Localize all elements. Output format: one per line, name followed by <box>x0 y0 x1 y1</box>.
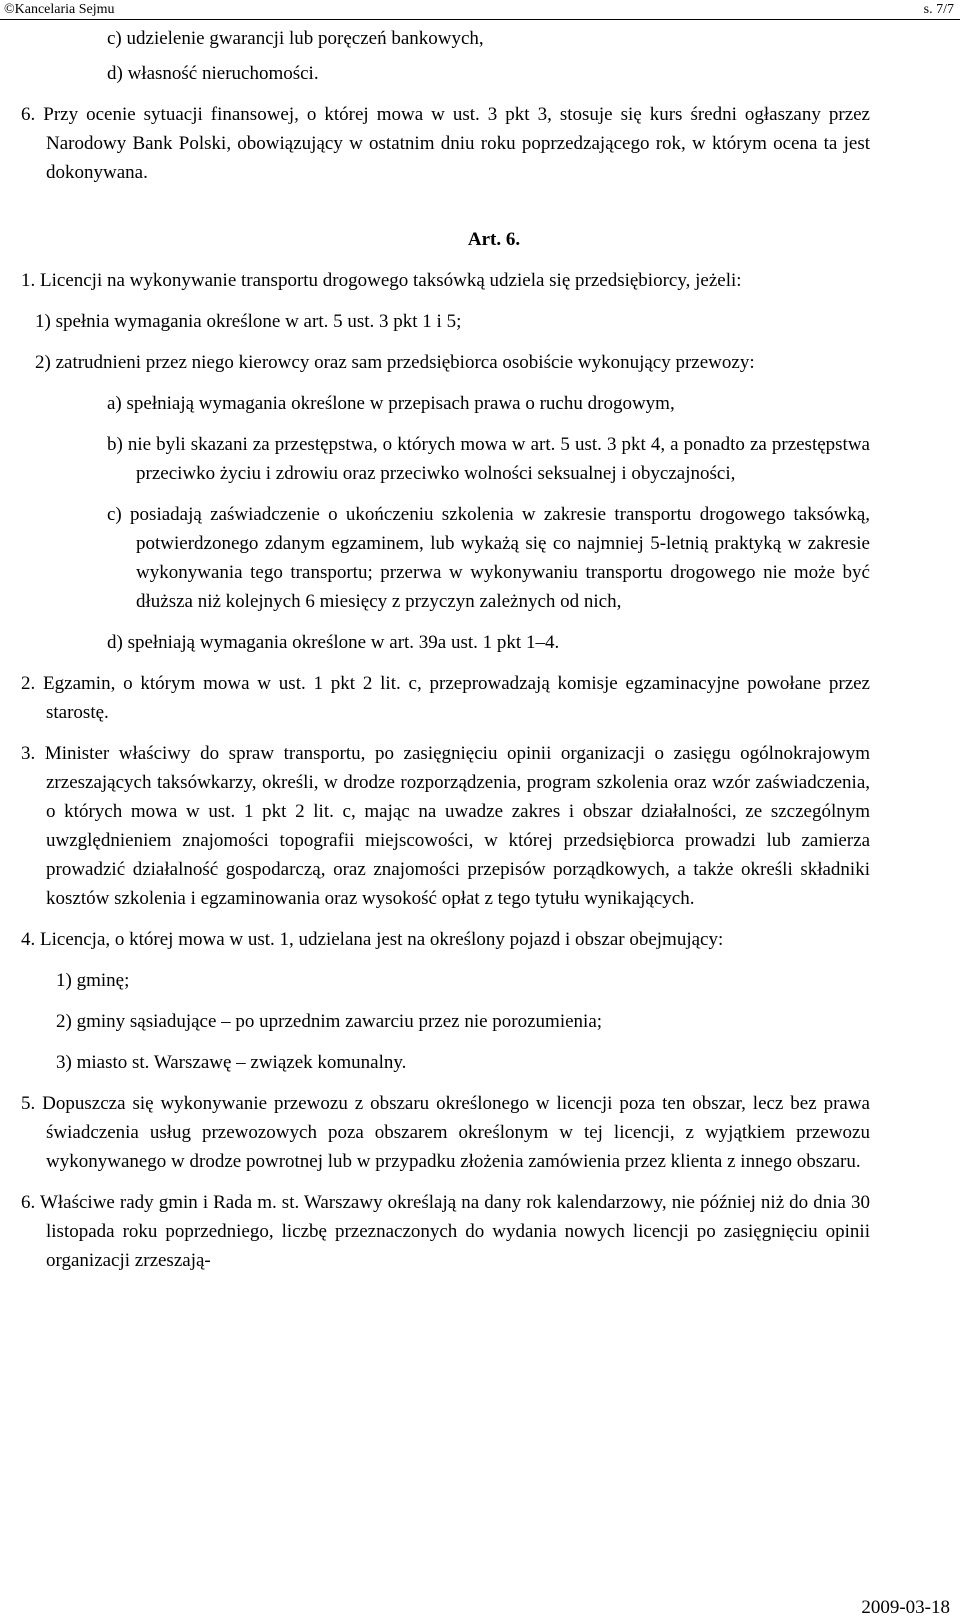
list-item-d: d) własność nieruchomości. <box>107 63 319 84</box>
document-body <box>0 24 960 1287</box>
footer-date: 2009-03-18 <box>861 1597 950 1618</box>
paragraph-6-prev: 6. Przy ocenie sytuacji finansowej, o której mowa w ust. 3 pkt 3, stosuje się kurs średni ogłaszany przez Narodowy Bank Polski, obowiązujący w ostatnim dniu roku poprzedzającego rok, w którym ocena ta jest dokonywana. <box>21 104 870 183</box>
header-rule <box>0 19 960 20</box>
header-page-number: s. 7/7 <box>923 2 954 17</box>
art6-p1-item-1: 1) spełnia wymagania określone w art. 5 ust. 3 pkt 1 i 5; <box>35 311 462 332</box>
art6-p4-item-1: 1) gminę; <box>56 970 130 991</box>
art6-p1-sub-b: b) nie byli skazani za przestępstwa, o których mowa w art. 5 ust. 3 pkt 4, a ponadto za przestępstwa przeciwko życiu i zdrowiu oraz przeciwko wolności seksualnej i obyczajności, <box>107 434 870 484</box>
art6-p1-sub-c: c) posiadają zaświadczenie o ukończeniu szkolenia w zakresie transportu drogowego taksówką, potwierdzonego zdanym egzaminem, lub wykażą się co najmniej 5-letnią praktyką w zakresie wykonywania tego transportu; przerwa w wykonywaniu transportu drogowego nie może być dłuższa niż kolejnych 6 miesięcy z przyczyn zależnych od nich, <box>107 504 870 612</box>
art6-paragraph-4: 4. Licencja, o której mowa w ust. 1, udzielana jest na określony pojazd i obszar obejmujący: <box>21 929 724 950</box>
article-title: Art. 6. <box>467 229 521 250</box>
art6-paragraph-3: 3. Minister właściwy do spraw transportu, po zasięgnięciu opinii organizacji o zasięgu ogólnokrajowym zrzeszających taksówkarzy, określi, w drodze rozporządzenia, program szkolenia oraz wzór zaświadczenia, o których mowa w ust. 1 pkt 2 lit. c, mając na uwadze zakres i obszar działalności, ze szczególnym uwzględnieniem znajomości topografii miejscowości, w której przedsiębiorca prowadzi lub zamierza prowadzić działalność gospodarczą, oraz znajomości przepisów porządkowych, a także określi składniki kosztów szkolenia i egzaminowania oraz wysokość opłat z tego tytułu wynikających. <box>21 743 870 909</box>
art6-p4-item-2: 2) gminy sąsiadujące – po uprzednim zawarciu przez nie porozumienia; <box>56 1011 603 1032</box>
art6-paragraph-6: 6. Właściwe rady gmin i Rada m. st. Warszawy określają na dany rok kalendarzowy, nie później niż do dnia 30 listopada roku poprzedniego, liczbę przeznaczonych do wydania nowych licencji po zasięgnięciu opinii organizacji zrzeszają- <box>21 1192 870 1271</box>
art6-p4-item-3: 3) miasto st. Warszawę – związek komunalny. <box>56 1052 407 1073</box>
art6-paragraph-2: 2. Egzamin, o którym mowa w ust. 1 pkt 2 lit. c, przeprowadzają komisje egzaminacyjne powołane przez starostę. <box>21 673 870 723</box>
list-item-c: c) udzielenie gwarancji lub poręczeń bankowych, <box>107 28 484 49</box>
art6-p1-sub-a: a) spełniają wymagania określone w przepisach prawa o ruchu drogowym, <box>107 393 675 414</box>
header-left: ©Kancelaria Sejmu <box>4 2 115 17</box>
art6-paragraph-1: 1. Licencji na wykonywanie transportu drogowego taksówką udziela się przedsiębiorcy, jeżeli: <box>21 270 742 291</box>
art6-paragraph-5: 5. Dopuszcza się wykonywanie przewozu z obszaru określonego w licencji poza ten obszar, lecz bez prawa świadczenia usług przewozowych poza obszarem określonym w tej licencji, z wyjątkiem przewozu wykonywanego w drodze powrotnej lub w przypadku złożenia zamówienia przez klienta z innego obszaru. <box>21 1093 870 1172</box>
art6-p1-sub-d: d) spełniają wymagania określone w art. 39a ust. 1 pkt 1–4. <box>107 632 560 653</box>
art6-p1-item-2: 2) zatrudnieni przez niego kierowcy oraz sam przedsiębiorca osobiście wykonujący przewozy: <box>35 352 755 373</box>
